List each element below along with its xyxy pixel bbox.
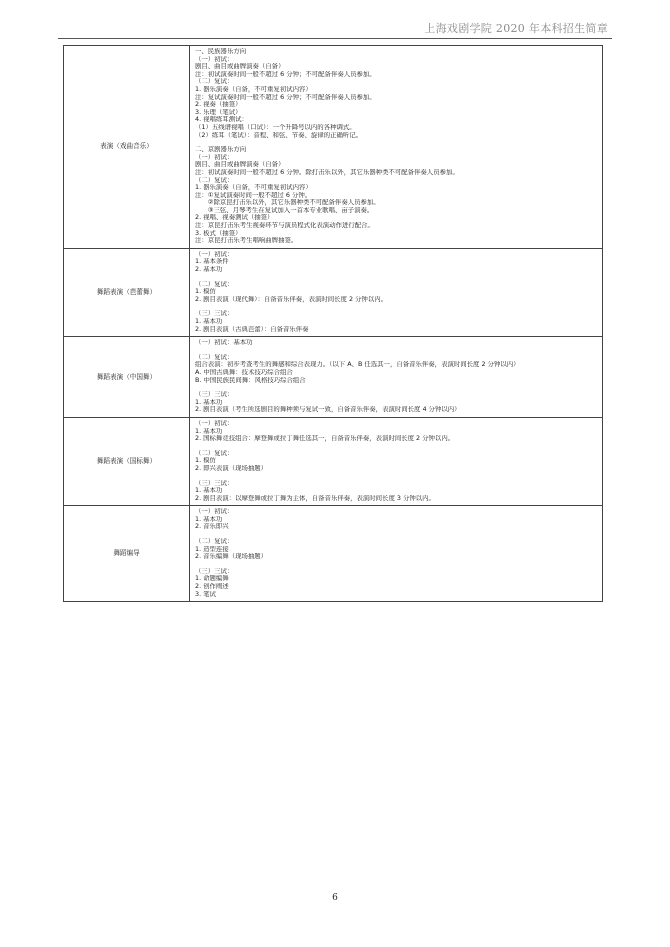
content-line: （三）三试：	[195, 567, 234, 575]
content-line: 3. 笔试	[195, 590, 216, 598]
content-line: 2. 基本功	[195, 266, 223, 274]
content-line: 2. 剧目表演（古典芭蕾）：自备音乐伴奏	[195, 325, 309, 333]
table-row	[64, 506, 603, 602]
content-line: 2. 音乐即兴	[195, 523, 229, 531]
line-gap	[195, 473, 598, 480]
content-line: 1. 基本功	[195, 318, 223, 325]
exam-content	[190, 506, 603, 602]
content-line: （三）三试：	[195, 479, 234, 487]
content-line: （一）初试：基本功	[195, 339, 253, 347]
content-line: （二）复试：	[195, 78, 234, 86]
content-line: 1. 器乐演奏（自备，不可重复初试内容）	[195, 85, 312, 93]
content-line: ③三弦、月琴考生在复试加入一首本专业歌唱、亩子演奏。	[195, 206, 374, 214]
line-gap	[195, 384, 598, 391]
content-line: 1. 基本条件	[195, 258, 229, 266]
content-line: ②除京昆打击乐以外，其它乐器种类不可配备伴奏人员参加。	[195, 199, 380, 207]
line-gap	[195, 531, 598, 538]
content-line: （一）初试：	[195, 55, 234, 63]
content-line: 组合表演：初步考查考生的舞感和综合表现力。（以下 A、B 任选其一，自备音乐伴奏，表演时间长度 2 分钟以内）	[195, 361, 520, 369]
table-row	[64, 337, 603, 418]
content-line: 注：复试演奏时间一般不超过 6 分钟；不可配备伴奏人员参加。	[195, 93, 376, 101]
content-line: 1. 命题编舞	[195, 575, 229, 583]
content-line: （一）初试：	[195, 508, 234, 516]
line-gap	[195, 303, 598, 310]
content-line: 2. 音乐编舞（现场抽题）	[195, 553, 268, 561]
major-label: 舞蹈编导	[64, 506, 190, 602]
content-line: 1. 造型连接	[195, 545, 229, 553]
line-gap	[195, 274, 598, 281]
content-line: （二）复试：	[195, 176, 234, 184]
content-line: （二）复试：	[195, 538, 234, 546]
content-line: 2. 国标舞竞技组合：摩登舞或拉丁舞任选其一，自备音乐伴奏，表演时间长度 2 分钟以内。	[195, 435, 455, 443]
content-line: 2. 剧目表演（考生所选剧目的舞种须与复试一致，自备音乐伴奏，表演时间长度 4 分钟以内）	[195, 406, 461, 414]
content-line: 剧目、曲目或曲牌演奏（自备）	[195, 63, 285, 71]
content-line: B. 中国民族民间舞：风格技巧综合组合	[195, 376, 306, 384]
content-line: 1. 基本功	[195, 398, 223, 406]
line-gap	[195, 139, 598, 146]
content-line: （2）练耳（笔试）：音程、和弦、节奏、旋律的正确听记。	[195, 131, 363, 139]
content-line: 注：京昆打击乐考生视奏环节与演员程式化表演动作进行配合。	[195, 222, 374, 230]
content-line: 2. 视唱、视奏测试（抽签）	[195, 214, 274, 222]
content-line: 一、民族器乐方向	[195, 48, 247, 55]
header-rule	[58, 38, 612, 39]
content-line: （二）复试：	[195, 280, 234, 288]
line-gap	[195, 443, 598, 450]
line-gap	[195, 347, 598, 354]
content-line: 1. 基本功	[195, 427, 223, 435]
content-line: 1. 基本功	[195, 487, 223, 495]
major-label: 舞蹈表演（中国舞）	[64, 337, 190, 418]
content-line: 1. 模仿	[195, 288, 216, 296]
content-line: 1. 器乐演奏（自备，不可重复初试内容）	[195, 184, 312, 192]
content-line: 1. 模仿	[195, 457, 216, 465]
content-line: A. 中国古典舞：技术技巧综合组合	[195, 368, 293, 376]
content-line: （二）复试：	[195, 353, 234, 361]
content-line: 2. 剧目表演：以摩登舞或拉丁舞为主体，自备音乐伴奏，表演时间长度 3 分钟以内。	[195, 494, 435, 502]
content-line: （1）五线谱视唱（口试）：一个升降号以内的各种调式。	[195, 123, 356, 131]
major-label: 舞蹈表演（国标舞）	[64, 417, 190, 505]
content-line: 3. 乐理（笔试）	[195, 108, 242, 116]
content-line: （一）初试：	[195, 419, 234, 427]
page-number: 6	[332, 893, 338, 903]
content-line: （一）初试：	[195, 153, 234, 161]
content-line: 2. 创作阐述	[195, 583, 229, 591]
content-line: 2. 剧目表演（现代舞）：自备音乐伴奏，表演时间长度 2 分钟以内。	[195, 295, 387, 303]
table-row	[64, 248, 603, 336]
exam-content	[190, 46, 603, 249]
content-line: 2. 视奏（抽签）	[195, 101, 242, 109]
page-header-title: 上海戏剧学院 2020 年本科招生简章	[424, 22, 608, 35]
exam-content	[190, 417, 603, 505]
content-line: （二）复试：	[195, 449, 234, 457]
content-line: （一）初试：	[195, 250, 234, 258]
content-line: 注：①复试演奏时间一般不超过 6 分钟。	[195, 191, 312, 199]
admission-requirements-table	[63, 45, 603, 602]
content-line: 2. 即兴表演（现场抽题）	[195, 464, 268, 472]
content-line: （三）三试：	[195, 310, 234, 318]
content-line: 1. 基本功	[195, 515, 223, 523]
major-label: 表演（戏曲音乐）	[64, 46, 190, 249]
content-line: 剧目、曲目或曲牌演奏（自备）	[195, 161, 285, 169]
content-line: （三）三试：	[195, 391, 234, 399]
content-line: 注：初试演奏时间一般不超过 6 分钟。除打击乐以外，其它乐器种类不可配备伴奏人员参加。	[195, 168, 459, 176]
content-line: 3. 板式（抽签）	[195, 229, 242, 237]
content-line: 二、京剧器乐方向	[195, 146, 247, 154]
table-row	[64, 417, 603, 505]
content-line: 注：京昆打击乐考生唱响曲牌抽签。	[195, 237, 298, 245]
line-gap	[195, 561, 598, 568]
exam-content	[190, 337, 603, 418]
exam-content	[190, 248, 603, 336]
content-line: 4. 视唱练耳测试：	[195, 116, 248, 124]
content-line: 注：初试演奏时间一般不超过 6 分钟；不可配备伴奏人员参加。	[195, 70, 376, 78]
major-label: 舞蹈表演（芭蕾舞）	[64, 248, 190, 336]
table-row	[64, 46, 603, 249]
